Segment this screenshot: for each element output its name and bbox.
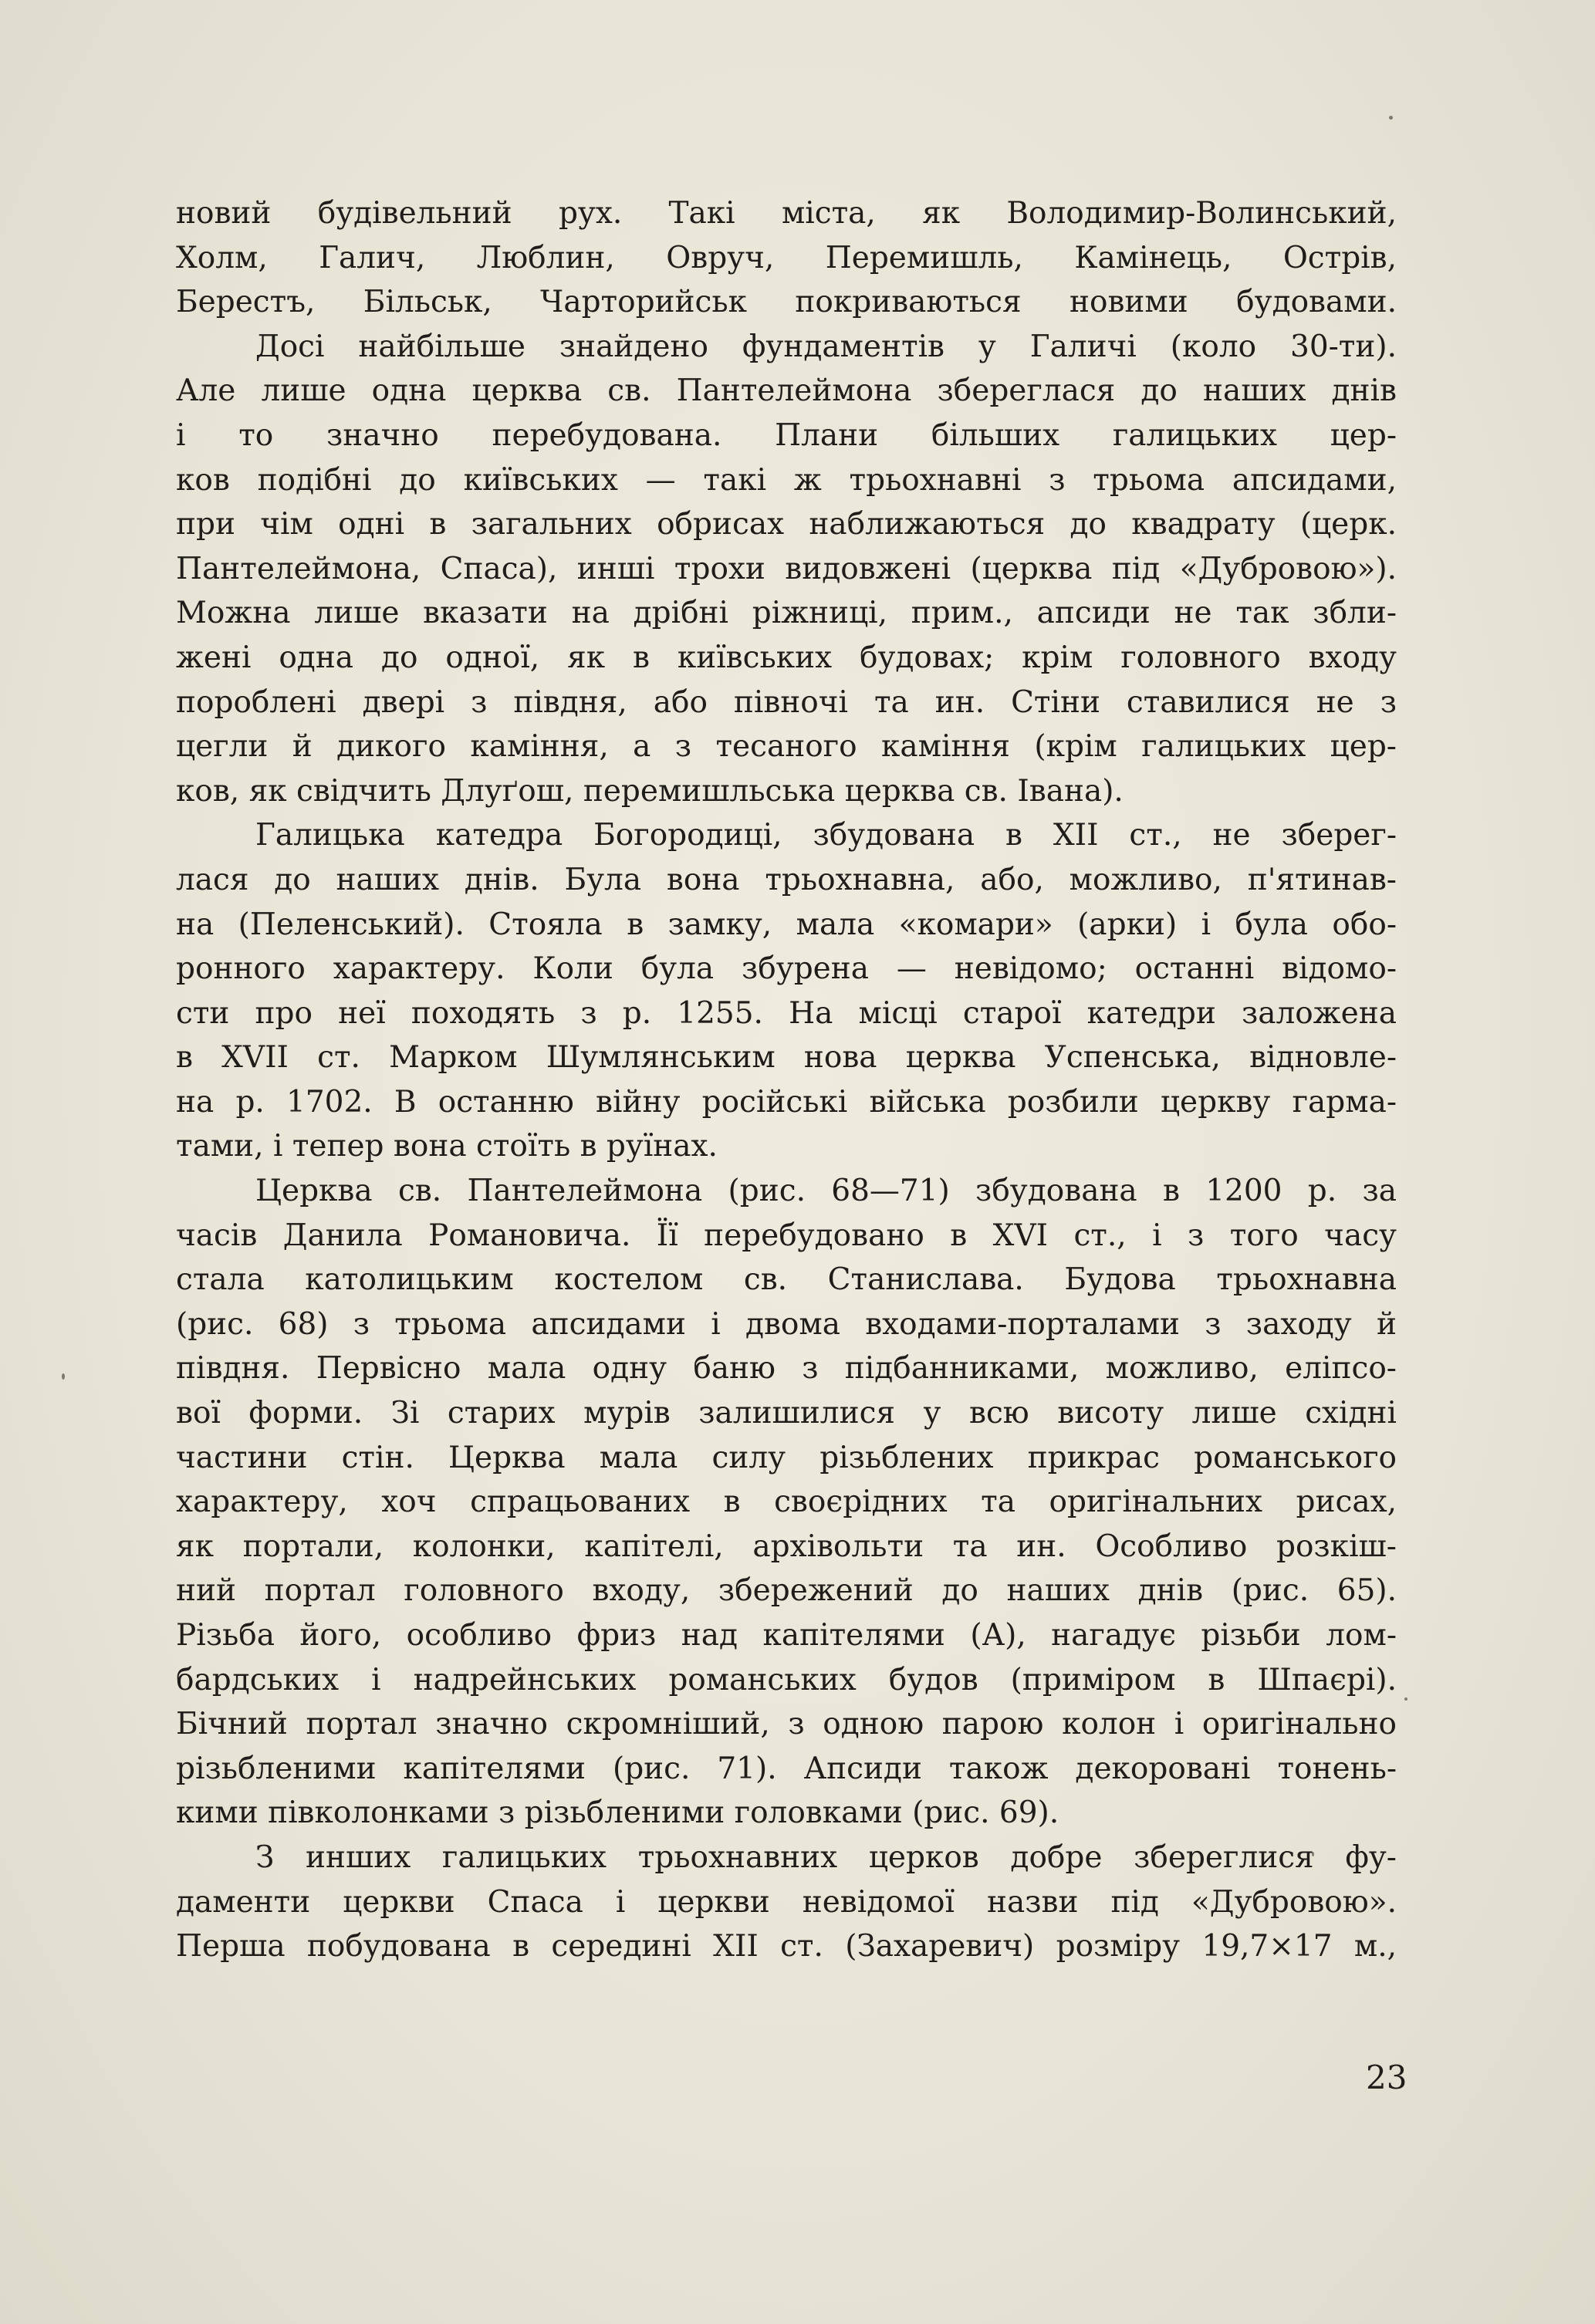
text-line: Можна лише вказати на дрібні ріжниці, прим., апсиди не так збли- <box>176 596 1397 631</box>
text-line: в XVII ст. Марком Шумлянським нова церква Успенська, відновле- <box>176 1040 1397 1076</box>
text-line: Досі найбільше знайдено фундаментів у Галичі (коло 30-ти). <box>255 329 1397 364</box>
text-line: стала католицьким костелом св. Станислава. Будова трьохнавна <box>176 1262 1397 1298</box>
text-line: сти про неї походять з р. 1255. На місці старої катедри заложена <box>176 995 1397 1031</box>
text-line: Бічний портал значно скромніший, з одною парою колон і оригінально <box>176 1707 1397 1742</box>
text-line: ков подібні до київських — такі ж трьохнавні з трьома апсидами, <box>176 462 1397 498</box>
text-line: Берестъ, Більськ, Чарторийськ покриваються новими будовами. <box>176 285 1397 320</box>
text-line: даменти церкви Спаса і церкви невідомої назви під «Дубровою». <box>176 1884 1397 1920</box>
text-line: тами, і тепер вона стоїть в руїнах. <box>176 1129 718 1164</box>
text-line: Різьба його, особливо фриз над капітелями (А), нагадує різьби лом- <box>176 1618 1397 1653</box>
text-line: як портали, колонки, капітелі, архівольти та ин. Особливо розкіш- <box>176 1529 1397 1564</box>
text-line: ронного характеру. Коли була збурена — невідомо; останні відомо- <box>176 951 1397 987</box>
text-line: бардських і надрейнських романських будов (приміром в Шпаєрі). <box>176 1662 1397 1697</box>
text-line: при чім одні в загальних обрисах наближаються до квадрату (церк. <box>176 507 1397 542</box>
text-line: Холм, Галич, Люблин, Овруч, Перемишль, Камінець, Острів, <box>176 240 1397 275</box>
text-line: вої форми. Зі старих мурів залишилися у всю висоту лише східні <box>176 1396 1397 1431</box>
text-line: і то значно перебудована. Плани більших галицьких цер- <box>176 417 1397 453</box>
body-text <box>176 191 1397 1969</box>
text-line: часів Данила Романовича. Її перебудовано в XVI ст., і з того часу <box>176 1218 1397 1253</box>
text-line: Пантелеймона, Спаса), инші трохи видовжені (церква під «Дубровою»). <box>176 551 1397 586</box>
text-line: частини стін. Церква мала силу різьблених прикрас романського <box>176 1440 1397 1475</box>
paper-speck <box>62 1373 65 1380</box>
text-line: ков, як свідчить Длуґош, перемишльська церква св. Івана). <box>176 773 1124 809</box>
text-line: Але лише одна церква св. Пантелеймона збереглася до наших днів <box>176 373 1397 409</box>
text-line: кими півколонками з різьбленими головками (рис. 69). <box>176 1795 1059 1831</box>
text-line: на р. 1702. В останню війну російські війська розбили церкву гарма- <box>176 1084 1397 1120</box>
text-line: півдня. Первісно мала одну баню з підбанниками, можливо, еліпсо- <box>176 1351 1397 1387</box>
text-line: новий будівельний рух. Такі міста, як Володимир-Волинський, <box>176 196 1397 231</box>
paragraph <box>176 1836 1397 1969</box>
paragraph <box>176 325 1397 814</box>
text-line: Перша побудована в середині XII ст. (Захаревич) розміру 19,7×17 м., <box>176 1929 1397 1964</box>
text-line: характеру, хоч спрацьованих в своєрідних та оригінальних рисах, <box>176 1485 1397 1520</box>
text-line: З инших галицьких трьохнавних церков добре збереглися фу- <box>255 1839 1397 1875</box>
paragraph <box>176 813 1397 1169</box>
page-number: 23 <box>1366 2059 1407 2096</box>
paragraph <box>176 191 1397 325</box>
text-line: (рис. 68) з трьома апсидами і двома входами-порталами з заходу й <box>176 1306 1397 1342</box>
paper-speck <box>1389 116 1393 120</box>
text-line: на (Пеленський). Стояла в замку, мала «комари» (арки) і була обо- <box>176 907 1397 942</box>
text-line: ний портал головного входу, збережений до наших днів (рис. 65). <box>176 1573 1397 1609</box>
text-line: цегли й дикого каміння, а з тесаного каміння (крім галицьких цер- <box>176 729 1397 765</box>
text-line: Галицька катедра Богородиці, збудована в XII ст., не зберег- <box>255 818 1397 853</box>
paper-speck <box>1404 1697 1407 1701</box>
text-line: лася до наших днів. Була вона трьохнавна, або, можливо, п'ятинав- <box>176 862 1397 897</box>
text-line: Церква св. Пантелеймона (рис. 68—71) збудована в 1200 р. за <box>255 1174 1397 1209</box>
text-line: жені одна до одної, як в київських будовах; крім головного входу <box>176 640 1397 675</box>
paragraph <box>176 1169 1397 1836</box>
text-line: пороблені двері з півдня, або півночі та ин. Стіни ставилися не з <box>176 684 1397 720</box>
text-line: різьбленими капітелями (рис. 71). Апсиди також декоровані тонень- <box>176 1751 1397 1786</box>
